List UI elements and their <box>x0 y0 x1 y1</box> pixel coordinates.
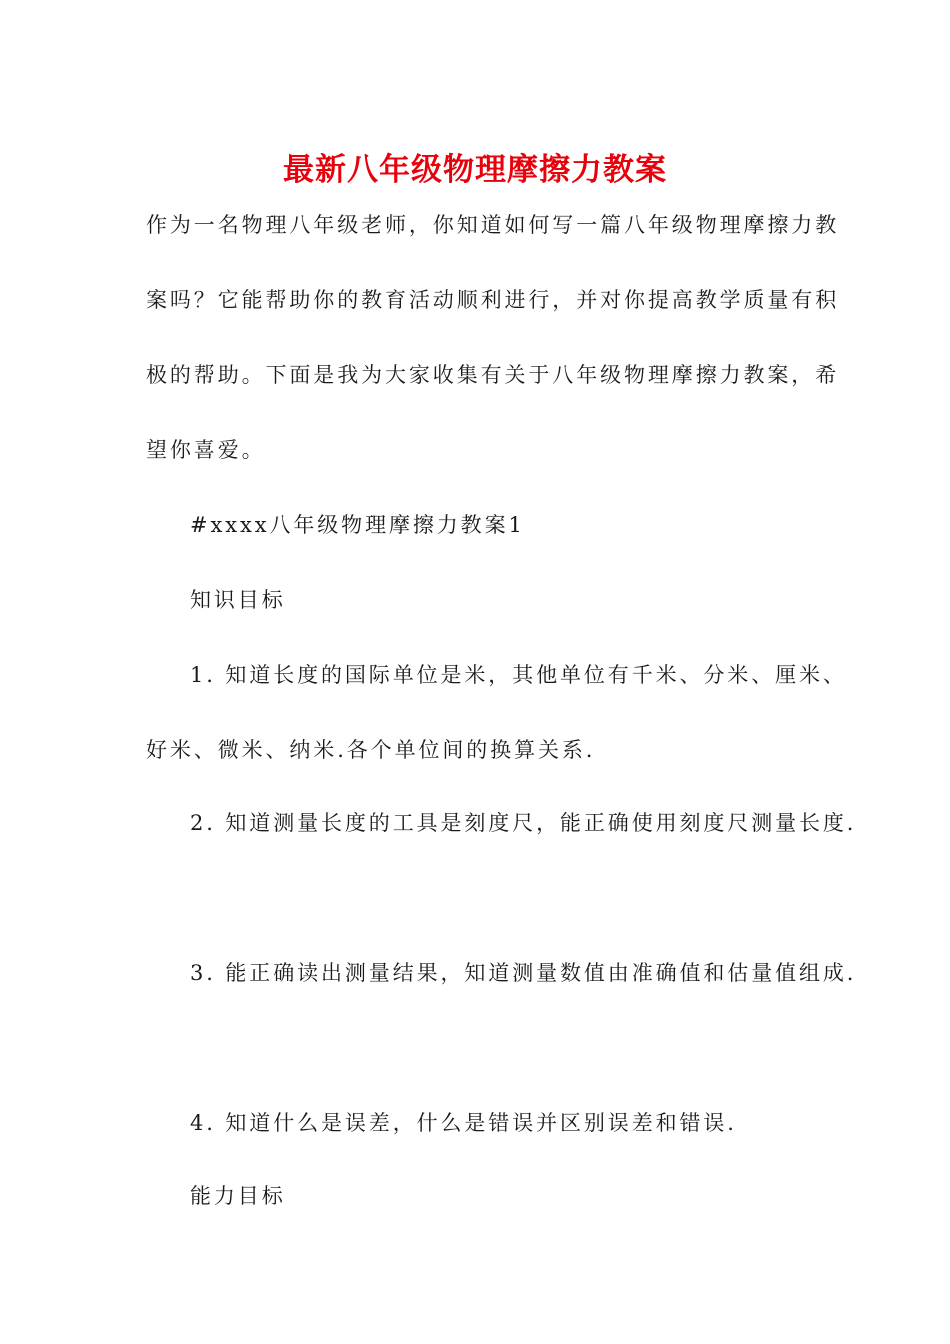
goal-2: 2. 知道测量长度的工具是刻度尺，能正确使用刻度尺测量长度. <box>190 811 857 835</box>
goal-3: 3. 能正确读出测量结果，知道测量数值由准确值和估量值组成. <box>190 961 857 985</box>
goal-1-line-2: 好米、微米、纳米.各个单位间的换算关系. <box>146 738 596 762</box>
intro-line-4: 望你喜爱。 <box>146 438 266 462</box>
goal-1-line-1: 1. 知道长度的国际单位是米，其他单位有千米、分米、厘米、 <box>190 663 847 687</box>
document-title: 最新八年级物理摩擦力教案 <box>283 152 667 188</box>
goal-4: 4. 知道什么是误差，什么是错误并区别误差和错误. <box>190 1111 737 1135</box>
ability-goals-heading: 能力目标 <box>190 1184 286 1208</box>
intro-line-3: 极的帮助。下面是我为大家收集有关于八年级物理摩擦力教案，希 <box>146 363 840 387</box>
intro-line-2: 案吗？它能帮助你的教育活动顺利进行，并对你提高教学质量有积 <box>146 288 840 312</box>
section-heading: #xxxx八年级物理摩擦力教案1 <box>190 513 525 537</box>
knowledge-goals-heading: 知识目标 <box>190 588 286 612</box>
intro-line-1: 作为一名物理八年级老师，你知道如何写一篇八年级物理摩擦力教 <box>146 213 840 237</box>
